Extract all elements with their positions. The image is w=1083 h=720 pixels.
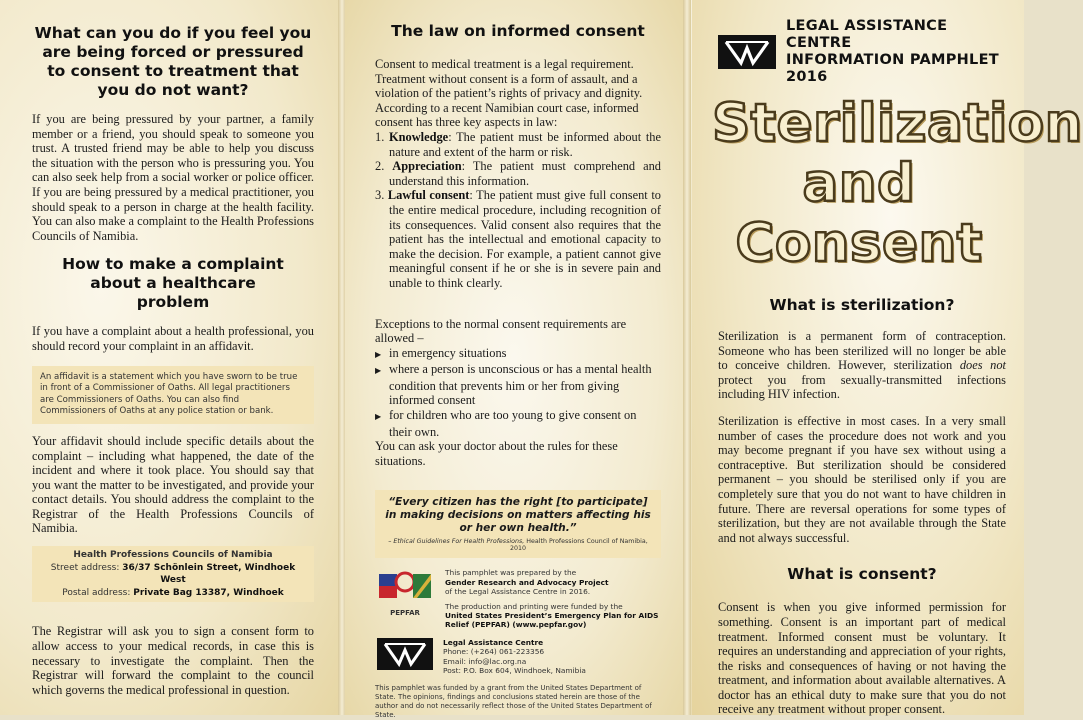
fold-divider — [683, 0, 691, 715]
heading-law-informed-consent: The law on informed consent — [391, 22, 645, 40]
exceptions-list — [375, 346, 661, 440]
exception-item: ▶ for children who are too young to give consent on their own. — [375, 408, 661, 439]
affidavit-note: An affidavit is a statement which you have sworn to be true in front of a Commissioner of Oaths. All legal practitioners are Commissioners of Oaths. You can also find Commissioners of Oaths at any police station or bank. — [32, 366, 314, 424]
quote-text: “Every citizen has the right [to participate] in making decisions on matters affecting his or her own health.” — [385, 496, 651, 535]
paragraph-sterilization-definition: Sterilization is a permanent form of contraception. Someone who has been sterilized will no longer be able to conceive children. However, sterilization does not protect you from sexually-transmitted infections including HIV infection. — [718, 329, 1006, 402]
aspect-item: 2. Appreciation: The patient must comprehend and understand this information. — [375, 159, 661, 188]
left-panel — [0, 0, 338, 715]
org-name: LEGAL ASSISTANCE CENTRE — [786, 18, 948, 51]
paragraph-ask-doctor: You can ask your doctor about the rules for these situations. — [375, 439, 618, 468]
lac-emblem-icon — [718, 35, 776, 69]
paragraph-consent-legal: Consent to medical treatment is a legal requirement. Treatment without consent is a form of assault, and a violation of the patient’s rights of privacy and dignity. According to a recent Namibian court case, informed consent has three key aspects in law: — [375, 57, 643, 130]
pepfar-logo: PEPFAR — [375, 568, 435, 618]
paragraph-registrar: The Registrar will ask you to sign a consent form to allow access to your medical records, in case this is necessary to investigate the complaint. Then the Registrar will forward the complaint to the council which governs the medical professional in question. — [32, 624, 314, 697]
lac-logo — [718, 35, 776, 69]
right-panel — [692, 0, 1083, 717]
hpcn-title: Health Professions Councils of Namibia — [73, 550, 273, 561]
quote-box — [375, 490, 661, 558]
aspect-item: 1. Knowledge: The patient must be informed about the nature and extent of the harm or risk. — [375, 129, 661, 159]
lac-emblem-icon — [377, 638, 433, 670]
paragraph-exceptions: Exceptions to the normal consent requirements are allowed – — [375, 316, 627, 346]
exception-item: ▶ in emergency situations — [375, 346, 661, 363]
aspect-item: 3. Lawful consent: The patient must give full consent to the entire medical procedure, including recognition of its consequences. Valid consent also requires that the patient has the intellectual and emotional capacity to make the decision. For example, a patient cannot give meaningful consent if he or she is in severe pain and unable to think clearly. — [375, 188, 661, 290]
exception-item: ▶ where a person is unconscious or has a mental health condition that prevents him or her from giving informed consent — [375, 362, 661, 408]
paragraph-affidavit-details: Your affidavit should include specific details about the complaint – including what happened, the date of the incident and where it took place. You should say that you want the matter to be investigated, and provide your contact details. You should address the complaint to the Registrar of the Health Professions Councils of Namibia. — [32, 433, 314, 536]
lac-small-logo — [377, 638, 433, 670]
org-header — [718, 18, 1006, 86]
credits-block: PEPFAR This pamphlet was prepared by the Gender Research and Advocacy Project of the Legal Assistance Centre in 2016. The production and printing were funded by the United States President’s Emergency Plan for AIDS Relief (PEPFAR) (www.pepfar.gov) Legal Assistance Centre Phone: (+264) 061-223356 Email: info@lac.org.na Post: P.O. Box 604, Windhoek, Namibia This pamphlet was funded by a grant from the United States Department of State. The opinions, findings and conclusions stated herein are those of the author and do not necessarily reflect those of the United States Department of State. — [375, 568, 661, 719]
paragraph-pressure-help: If you are being pressured by your partner, a family member or a friend, you should speak to someone you trust. A trusted friend may be able to help you discuss the situation with the person who is pressuring you. You can also seek help from a social worker or police officer. If you are being pressured by a medical practitioner, you should speak to a person in charge at the health facility. You can also make a complaint to the Health Professions Councils of Namibia. — [32, 112, 314, 243]
consent-aspects-list — [375, 130, 661, 291]
hpcn-postal-address: Postal address: Private Bag 13387, Windhoek — [62, 587, 284, 598]
paragraph-consent-definition: Consent is when you give informed permission for something. Consent is an important part of medical treatment. Informed consent must be voluntary. It requires an understanding and appreciation of your rights, the risks and consequences of having or not having the treatment, and information about available alternatives. A doctor has an ethical duty to make sure that you do not receive any treatment without proper consent. — [718, 600, 1006, 717]
heading-make-complaint: How to make a complaint about a healthcare problem — [62, 255, 284, 312]
heading-what-is-consent: What is consent? — [787, 565, 937, 584]
hpcn-address-box — [32, 546, 314, 602]
quote-source: – Ethical Guidelines For Health Professions, Health Professions Council of Namibia, 2010 — [388, 538, 648, 553]
middle-panel — [345, 0, 683, 719]
paragraph-complaint-affidavit: If you have a complaint about a health professional, you should record your complaint in an affidavit. — [32, 324, 314, 353]
heading-what-is-sterilization: What is sterilization? — [769, 296, 955, 314]
disclaimer-text: This pamphlet was funded by a grant from the United States Department of State. The opinions, findings and conclusions stated herein are those of the author and do not necessarily reflect those of the United States Department of State. — [375, 683, 652, 719]
paragraph-sterilization-effective: Sterilization is effective in most cases. In a very small number of cases the procedure does not work and you may become pregnant if you have sex without using a contraceptive. But sterilization should be considered permanent – you should be sterilised only if you are completely sure that you do not want to have children in future. There are reversal operations for some types of sterilization, but they are not available through the State and not always successful. — [718, 413, 1006, 545]
pepfar-emblem-icon — [377, 568, 433, 606]
pamphlet-title: Sterilization and Consent — [712, 93, 1083, 274]
pamphlet-label: INFORMATION PAMPHLET 2016 — [786, 52, 999, 85]
heading-pressured-consent: What can you do if you feel you are being forced or pressured to consent to treatment that you do not want? — [34, 24, 312, 99]
hpcn-street-address: Street address: 36/37 Schönlein Street, Windhoek West — [50, 562, 296, 586]
